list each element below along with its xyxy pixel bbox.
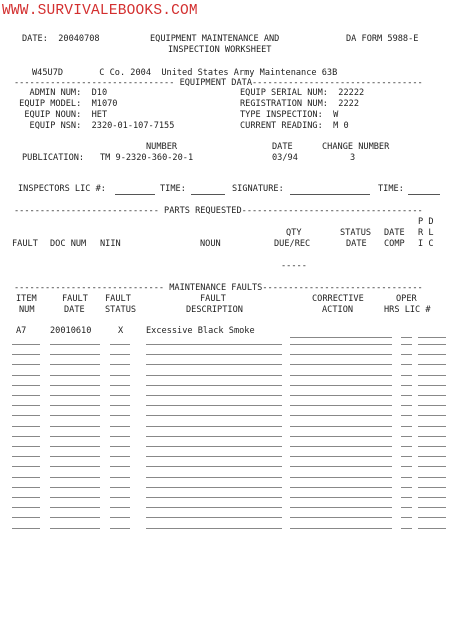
parts-col-qty: QTY [286,228,302,238]
blank-field[interactable] [146,415,282,416]
blank-field[interactable] [12,456,40,457]
blank-field[interactable] [50,517,100,518]
blank-field[interactable] [50,426,100,427]
blank-field[interactable] [146,517,282,518]
watermark-url: WWW.SURVIVALEBOOKS.COM [2,3,198,19]
blank-field[interactable] [290,497,392,498]
blank-field[interactable] [12,477,40,478]
blank-field[interactable] [12,436,40,437]
fault-description: Excessive Black Smoke [146,326,255,336]
parts-col-pd: P D [418,217,434,227]
blank-field[interactable] [418,487,446,488]
blank-field[interactable] [110,446,130,447]
pub-change-header: CHANGE NUMBER [322,142,390,152]
blank-field[interactable] [110,395,130,396]
blank-field[interactable] [401,375,412,376]
blank-field[interactable] [146,405,282,406]
inspectors-lic-label: INSPECTORS LIC #: [18,184,106,194]
blank-field[interactable] [418,456,446,457]
signature-label: SIGNATURE: [232,184,284,194]
blank-field[interactable] [290,487,392,488]
blank-field[interactable] [110,528,130,529]
blank-field[interactable] [110,487,130,488]
blank-field[interactable] [290,426,392,427]
blank-field[interactable] [290,354,392,355]
blank-field[interactable] [401,497,412,498]
blank-field[interactable] [401,487,412,488]
equipment-section-rule: ------------------------------- EQUIPMENT DATA--------------------------------- [14,78,423,88]
blank-field[interactable] [401,364,412,365]
parts-col-fault: FAULT [12,239,38,249]
faults-col-desc1: FAULT [200,294,226,304]
faults-col-hrs-lic: HRS LIC # [384,305,431,315]
blank-field[interactable] [418,528,446,529]
blank-field[interactable] [146,446,282,447]
faults-col-fault-status2: STATUS [105,305,137,315]
blank-field[interactable] [146,364,282,365]
blank-field[interactable] [401,528,412,529]
blank-field[interactable] [12,395,40,396]
time2-label: TIME: [378,184,404,194]
faults-col-fault-status1: FAULT [105,294,131,304]
blank-field[interactable] [418,405,446,406]
blank-field[interactable] [418,426,446,427]
faults-col-item: ITEM [16,294,37,304]
parts-section-rule: ---------------------------- PARTS REQUESTED----------------------------------- [14,206,423,216]
blank-field[interactable] [50,375,100,376]
blank-field[interactable] [110,344,130,345]
blank-field[interactable] [12,446,40,447]
form-title-line1: EQUIPMENT MAINTENANCE AND [150,34,280,44]
blank-field[interactable] [12,426,40,427]
blank-field[interactable] [290,385,392,386]
blank-field[interactable] [418,395,446,396]
blank-field[interactable] [110,497,130,498]
blank-field[interactable] [290,395,392,396]
parts-col-date: DATE [384,228,405,238]
blank-field[interactable] [50,466,100,467]
blank-field[interactable] [146,528,282,529]
fault-status: X [118,326,124,336]
blank-field[interactable] [50,487,100,488]
blank-field[interactable] [401,507,412,508]
blank-field[interactable] [110,415,130,416]
pub-number-header: NUMBER [146,142,178,152]
blank-field[interactable] [50,507,100,508]
blank-field[interactable] [110,405,130,406]
blank-field[interactable] [290,466,392,467]
blank-field[interactable] [418,436,446,437]
parts-col-noun: NOUN [200,239,221,249]
blank-field[interactable] [50,415,100,416]
blank-field[interactable] [146,395,282,396]
blank-field[interactable] [418,385,446,386]
blank-field[interactable] [50,446,100,447]
blank-field[interactable] [401,385,412,386]
blank-field[interactable] [401,436,412,437]
blank-field[interactable] [401,477,412,478]
blank-field[interactable] [110,385,130,386]
parts-col-niin: NIIN [100,239,121,249]
parts-col-status-date: DATE [346,239,367,249]
blank-field[interactable] [290,507,392,508]
blank-field[interactable] [418,507,446,508]
pub-date-header: DATE [272,142,293,152]
blank-field[interactable] [50,344,100,345]
blank-field[interactable] [110,477,130,478]
blank-field[interactable] [146,466,282,467]
serial-num: EQUIP SERIAL NUM: 22222 [240,88,365,98]
faults-col-corrective2: ACTION [322,305,354,315]
blank-field[interactable] [146,436,282,437]
blank-field[interactable] [12,487,40,488]
equip-model: EQUIP MODEL: M1070 [14,99,118,109]
blank-field[interactable] [146,344,282,345]
blank-field[interactable] [12,354,40,355]
blank-field[interactable] [146,497,282,498]
blank-field[interactable] [146,507,282,508]
blank-field[interactable] [418,415,446,416]
blank-field[interactable] [110,507,130,508]
publication-date: 03/94 [272,153,298,163]
blank-field[interactable] [418,446,446,447]
blank-field[interactable] [110,466,130,467]
blank-field[interactable] [50,385,100,386]
fault-date: 20010610 [50,326,92,336]
parts-col-doc-num: DOC NUM [50,239,87,249]
blank-field[interactable] [12,364,40,365]
blank-field[interactable] [12,344,40,345]
faults-col-item-num: NUM [19,305,35,315]
parts-col-due-rec: DUE/REC [274,239,311,249]
blank-field[interactable] [12,415,40,416]
blank-field[interactable] [12,466,40,467]
parts-col-status: STATUS [340,228,372,238]
blank-field[interactable] [146,426,282,427]
publication-number: TM 9-2320-360-20-1 [100,153,194,163]
blank-field[interactable] [12,517,40,518]
blank-field[interactable] [146,477,282,478]
faults-col-oper: OPER [396,294,417,304]
blank-field[interactable] [290,517,392,518]
registration-num: REGISTRATION NUM: 2222 [240,99,359,109]
faults-col-corrective1: CORRECTIVE [312,294,364,304]
blank-field[interactable] [50,436,100,437]
blank-field[interactable] [110,436,130,437]
blank-field[interactable] [146,456,282,457]
parts-col-comp: COMP [384,239,405,249]
blank-field[interactable] [290,456,392,457]
blank-field[interactable] [290,446,392,447]
blank-field[interactable] [290,528,392,529]
blank-field[interactable] [401,405,412,406]
blank-field[interactable] [401,446,412,447]
faults-col-fault-date: DATE [64,305,85,315]
blank-field[interactable] [146,375,282,376]
blank-field[interactable] [110,426,130,427]
blank-field[interactable] [418,517,446,518]
blank-field[interactable] [418,364,446,365]
faults-col-fault: FAULT [62,294,88,304]
blank-field[interactable] [401,517,412,518]
fault-item: A7 [16,326,27,336]
blank-field[interactable] [12,375,40,376]
blank-field[interactable] [290,436,392,437]
blank-field[interactable] [50,528,100,529]
type-inspection: TYPE INSPECTION: W [240,110,339,120]
form-date: DATE: 20040708 [22,34,100,44]
blank-field[interactable] [401,395,412,396]
blank-field[interactable] [401,354,412,355]
blank-field[interactable] [290,415,392,416]
blank-field[interactable] [50,497,100,498]
blank-field[interactable] [418,344,446,345]
publication-change: 3 [350,153,356,163]
blank-field[interactable] [110,456,130,457]
blank-field[interactable] [110,364,130,365]
blank-field[interactable] [290,375,392,376]
blank-field[interactable] [401,344,412,345]
blank-field[interactable] [110,517,130,518]
blank-field[interactable] [418,466,446,467]
blank-field[interactable] [12,405,40,406]
publication-label: PUBLICATION: [22,153,85,163]
blank-field[interactable] [401,426,412,427]
form-title-line2: INSPECTION WORKSHEET [168,45,272,55]
blank-field[interactable] [418,497,446,498]
admin-num: ADMIN NUM: D10 [14,88,108,98]
blank-field[interactable] [110,354,130,355]
form-number: DA FORM 5988-E [346,34,419,44]
blank-field[interactable] [418,375,446,376]
parts-qty-dashes: ----- [281,261,307,271]
blank-field[interactable] [418,477,446,478]
blank-field[interactable] [12,507,40,508]
blank-field[interactable] [290,405,392,406]
blank-field[interactable] [110,375,130,376]
parts-col-rl: R L [418,228,434,238]
unit-line: W45U7D C Co. 2004 United States Army Maintenance 63B [32,68,338,78]
blank-field[interactable] [50,405,100,406]
blank-field[interactable] [146,487,282,488]
blank-field[interactable] [401,466,412,467]
blank-field[interactable] [50,354,100,355]
blank-field[interactable] [401,456,412,457]
blank-field[interactable] [401,415,412,416]
blank-field[interactable] [290,364,392,365]
time1-label: TIME: [160,184,186,194]
blank-field[interactable] [418,354,446,355]
blank-field[interactable] [50,395,100,396]
blank-field[interactable] [290,344,392,345]
equip-nsn: EQUIP NSN: 2320-01-107-7155 [14,121,175,131]
equip-noun: EQUIP NOUN: HET [14,110,108,120]
blank-field[interactable] [290,477,392,478]
blank-field[interactable] [146,354,282,355]
blank-field[interactable] [146,385,282,386]
faults-section-rule: ----------------------------- MAINTENANCE FAULTS------------------------------- [14,283,423,293]
blank-field[interactable] [50,456,100,457]
blank-field[interactable] [12,385,40,386]
parts-col-ic: I C [418,239,434,249]
blank-field[interactable] [50,364,100,365]
blank-field[interactable] [50,477,100,478]
blank-field[interactable] [12,528,40,529]
faults-col-desc2: DESCRIPTION [186,305,243,315]
blank-field[interactable] [12,497,40,498]
current-reading: CURRENT READING: M 0 [240,121,349,131]
